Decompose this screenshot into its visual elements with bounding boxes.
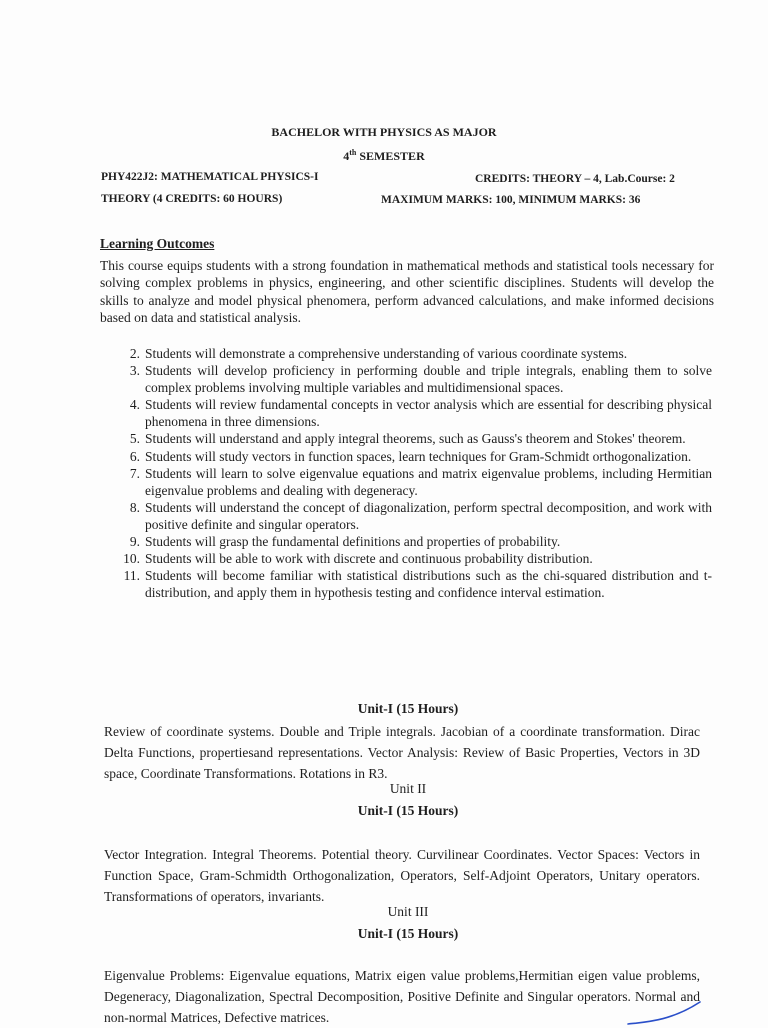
semester-label: SEMESTER bbox=[359, 149, 425, 163]
list-item: 6. Students will study vectors in function spaces, learn techniques for Gram-Schmidt orthogonalization. bbox=[129, 448, 692, 464]
pen-tick-icon bbox=[626, 1000, 706, 1026]
theory-hours: THEORY (4 CREDITS: 60 HOURS) bbox=[101, 193, 283, 205]
unit-3-body: Eigenvalue Problems: Eigenvalue equations, Matrix eigen value problems,Hermitian eigen value problems, Degeneracy, Diagonalization, Spectral Decomposition, Positive Definite and Singular operators. Normal and non-normal Matrices, Defective matrices. bbox=[104, 968, 700, 1025]
learning-outcomes-intro: This course equips students with a strong foundation in mathematical methods and statistical tools necessary for solving complex problems in physics, engineering, and other scientific disciplines. Students will develop the skills to analyze and model physical phenomera, perform advanced calculations, and make informed decisions based on data and statistical analysis. bbox=[100, 258, 714, 325]
unit-3-title: Unit-I (15 Hours) bbox=[357, 926, 459, 941]
list-item: 3. Students will develop proficiency in performing double and triple integrals, enabling them to solve complex problems involving multiple variables and multidimensional spaces. bbox=[129, 363, 712, 396]
unit-1-title: Unit-I (15 Hours) bbox=[357, 701, 459, 716]
marks-info: MAXIMUM MARKS: 100, MINIMUM MARKS: 36 bbox=[381, 194, 641, 206]
list-item: 7. Students will learn to solve eigenvalue equations and matrix eigenvalue problems, including Hermitian eigenvalue problems and dealing with degeneracy. bbox=[129, 465, 712, 498]
learning-outcomes-heading: Learning Outcomes bbox=[100, 236, 215, 251]
unit-2-body: Vector Integration. Integral Theorems. Potential theory. Curvilinear Coordinates. Vector Spaces: Vectors in Function Space, Gram-Schmidth Orthogonalization, Operators, Self-Adjoint Operators, Unitary operators. Transformations of operators, invariants. bbox=[104, 847, 700, 904]
unit-2-title: Unit-I (15 Hours) bbox=[357, 803, 459, 818]
program-title: BACHELOR WITH PHYSICS AS MAJOR bbox=[271, 125, 497, 139]
unit-1-body: Review of coordinate systems. Double and Triple integrals. Jacobian of a coordinate transformation. Dirac Delta Functions, propertiesand representations. Vector Analysis: Review of Basic Properties, Vectors in 3D space, Coordinate Transformations. Rotations in R3. bbox=[104, 724, 700, 781]
semester-title bbox=[0, 148, 768, 164]
list-item: 5. Students will understand and apply integral theorems, such as Gauss's theorem and Stokes' theorem. bbox=[129, 431, 686, 447]
semester-ordinal: th bbox=[349, 148, 357, 157]
outcomes-list bbox=[123, 345, 712, 601]
list-item: 2. Students will demonstrate a comprehensive understanding of various coordinate systems. bbox=[129, 346, 628, 361]
list-item: 11. Students will become familiar with statistical distributions such as the chi-squared distribution and t-distribution, and apply them in hypothesis testing and confidence interval estimation. bbox=[123, 568, 712, 601]
list-item: 8. Students will understand the concept of diagonalization, perform spectral decomposition, and work with positive definite and singular operators. bbox=[129, 499, 712, 532]
semester-number: 4 bbox=[343, 149, 350, 163]
list-item: 10. Students will be able to work with discrete and continuous probability distribution. bbox=[123, 551, 593, 567]
list-item: 4. Students will review fundamental concepts in vector analysis which are essential for describing physical phenomena in three dimensions. bbox=[129, 397, 712, 430]
unit-3-label: Unit III bbox=[387, 904, 429, 919]
list-item: 9. Students will grasp the fundamental definitions and properties of probability. bbox=[129, 534, 561, 550]
credits-info: CREDITS: THEORY – 4, Lab.Course: 2 bbox=[475, 173, 675, 185]
course-code: PHY422J2: MATHEMATICAL PHYSICS-I bbox=[101, 171, 319, 183]
unit-2-label: Unit II bbox=[389, 781, 427, 796]
